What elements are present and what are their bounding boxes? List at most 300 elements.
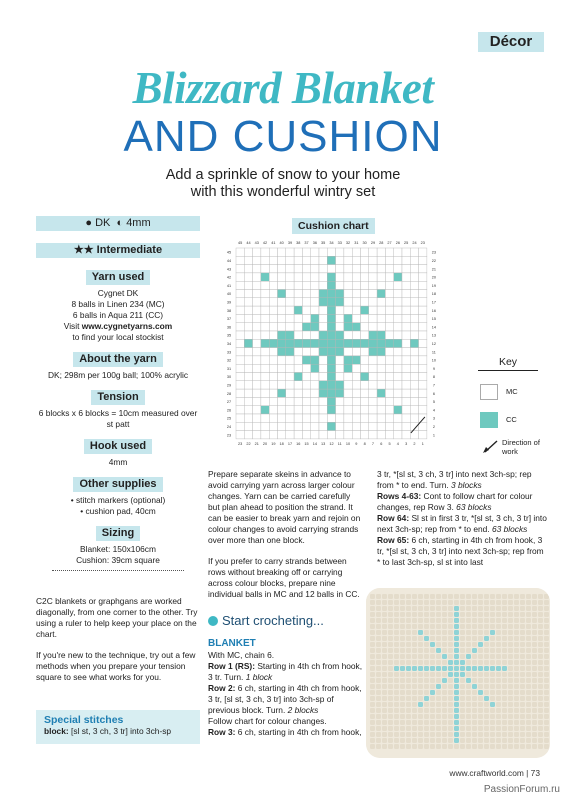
- chart-cell: [236, 281, 244, 289]
- chart-cell: [236, 290, 244, 298]
- chart-cell: [336, 331, 344, 339]
- chart-tick-label: 3: [405, 441, 408, 446]
- cushion-stitch-block: [526, 720, 531, 725]
- cushion-stitch-block: [412, 738, 417, 743]
- cushion-stitch-block: [496, 606, 501, 611]
- cushion-stitch-block: [508, 732, 513, 737]
- cushion-stitch-block: [394, 720, 399, 725]
- cushion-stitch-block: [490, 732, 495, 737]
- cushion-stitch-block: [448, 642, 453, 647]
- cushion-stitch-block: [400, 738, 405, 743]
- chart-cell: [294, 248, 302, 256]
- cushion-stitch-block: [394, 732, 399, 737]
- chart-cell: [278, 256, 286, 264]
- cushion-stitch-block: [490, 672, 495, 677]
- cushion-stitch-block: [430, 600, 435, 605]
- yarn-weight: DK: [95, 217, 111, 229]
- chart-cell: [369, 406, 377, 414]
- chart-tick-label: 21: [254, 441, 259, 446]
- cushion-stitch-block: [382, 660, 387, 665]
- cushion-stitch-block: [406, 672, 411, 677]
- direction-label: Direction of work: [502, 438, 540, 456]
- chart-cell: [344, 281, 352, 289]
- chart-cell: [327, 406, 335, 414]
- cushion-stitch-block: [448, 720, 453, 725]
- chart-cell: [327, 298, 335, 306]
- cushion-stitch-block: [412, 744, 417, 749]
- cushion-stitch-block: [412, 630, 417, 635]
- cushion-stitch-block: [448, 732, 453, 737]
- cushion-stitch-block: [376, 648, 381, 653]
- cushion-stitch-block: [532, 636, 537, 641]
- cushion-stitch-block: [418, 612, 423, 617]
- chart-cell: [236, 414, 244, 422]
- cushion-stitch-block: [466, 720, 471, 725]
- pattern-info-column: [36, 216, 200, 580]
- chart-cell: [319, 397, 327, 405]
- cushion-stitch-block: [514, 684, 519, 689]
- chart-cell: [336, 265, 344, 273]
- chart-cell: [319, 356, 327, 364]
- cushion-stitch-block: [376, 612, 381, 617]
- chart-cell: [352, 431, 360, 439]
- cushion-stitch-block: [460, 636, 465, 641]
- cushion-stitch-block: [478, 738, 483, 743]
- chart-cell: [302, 422, 310, 430]
- chart-cell: [327, 414, 335, 422]
- chart-cell: [402, 381, 410, 389]
- chart-cell: [278, 431, 286, 439]
- cushion-stitch-block: [388, 618, 393, 623]
- chart-tick-label: 15: [304, 441, 309, 446]
- chart-cell: [286, 248, 294, 256]
- chart-cell: [402, 265, 410, 273]
- chart-tick-label: 22: [431, 258, 437, 263]
- chart-cell: [369, 281, 377, 289]
- chart-cell: [244, 248, 252, 256]
- chart-cell: [377, 406, 385, 414]
- chart-cell: [253, 323, 261, 331]
- intro-text: [36, 596, 202, 693]
- cushion-stitch-block: [394, 708, 399, 713]
- chart-tick-label: 6: [380, 441, 383, 446]
- cushion-stitch-block: [370, 594, 375, 599]
- cushion-stitch-block: [424, 612, 429, 617]
- chart-cell: [278, 397, 286, 405]
- cushion-stitch-block: [490, 642, 495, 647]
- cushion-stitch-block: [520, 738, 525, 743]
- chart-cell: [244, 348, 252, 356]
- cushion-stitch-block: [478, 648, 483, 653]
- chart-cell: [336, 323, 344, 331]
- cushion-stitch-block: [520, 642, 525, 647]
- chart-cell: [377, 389, 385, 397]
- cushion-stitch-block: [454, 744, 459, 749]
- chart-cell: [369, 306, 377, 314]
- cushion-stitch-block: [400, 606, 405, 611]
- cushion-stitch-block: [508, 648, 513, 653]
- other-supplies-header: Other supplies: [73, 477, 162, 492]
- cushion-stitch-block: [526, 726, 531, 731]
- cushion-stitch-block: [418, 714, 423, 719]
- chart-cell: [419, 265, 427, 273]
- cushion-stitch-block: [442, 744, 447, 749]
- cushion-stitch-block: [484, 612, 489, 617]
- cushion-stitch-block: [544, 612, 549, 617]
- cushion-stitch-block: [442, 666, 447, 671]
- chart-tick-label: 16: [296, 441, 301, 446]
- cushion-stitch-block: [418, 642, 423, 647]
- cushion-stitch-block: [508, 654, 513, 659]
- cushion-stitch-block: [430, 714, 435, 719]
- chart-cell: [377, 364, 385, 372]
- cushion-stitch-block: [418, 606, 423, 611]
- cushion-stitch-block: [502, 618, 507, 623]
- chart-cell: [261, 406, 269, 414]
- cushion-stitch-block: [478, 630, 483, 635]
- cushion-stitch-block: [478, 720, 483, 725]
- cushion-stitch-block: [478, 732, 483, 737]
- chart-tick-label: 44: [246, 241, 251, 245]
- cushion-stitch-block: [484, 690, 489, 695]
- chart-cell: [327, 422, 335, 430]
- cushion-stitch-block: [370, 630, 375, 635]
- cushion-stitch-block: [412, 702, 417, 707]
- cushion-stitch-block: [484, 708, 489, 713]
- chart-cell: [369, 431, 377, 439]
- cushion-stitch-block: [520, 690, 525, 695]
- hook-used-header: Hook used: [84, 439, 152, 454]
- chart-cell: [286, 265, 294, 273]
- chart-cell: [319, 281, 327, 289]
- chart-tick-label: 36: [226, 325, 232, 330]
- cushion-stitch-block: [454, 684, 459, 689]
- cushion-stitch-block: [478, 624, 483, 629]
- chart-cell: [352, 323, 360, 331]
- chart-cell: [394, 273, 402, 281]
- chart-cell: [419, 422, 427, 430]
- key-mc: [480, 384, 550, 404]
- cushion-stitch-block: [514, 594, 519, 599]
- chart-tick-label: 13: [431, 333, 437, 338]
- cushion-stitch-block: [412, 600, 417, 605]
- cushion-stitch-block: [424, 708, 429, 713]
- chart-tick-label: 10: [345, 441, 351, 446]
- chart-cell: [244, 339, 252, 347]
- chart-cell: [311, 331, 319, 339]
- chart-cell: [410, 364, 418, 372]
- cushion-stitch-block: [478, 726, 483, 731]
- instruction-row: Row 3: 6 ch, starting in 4th ch from hook,: [208, 727, 362, 737]
- cushion-stitch-block: [400, 702, 405, 707]
- cushion-stitch-block: [406, 726, 411, 731]
- cushion-stitch-block: [544, 690, 549, 695]
- instruction-row: Rows 4-63: Cont to follow chart for colour changes, rep Row 3. 63 blocks: [377, 491, 533, 512]
- cushion-stitch-block: [382, 666, 387, 671]
- key-header: Key: [478, 356, 538, 371]
- cushion-stitch-block: [400, 660, 405, 665]
- cushion-stitch-block: [436, 672, 441, 677]
- chart-cell: [294, 414, 302, 422]
- chart-tick-label: 36: [312, 241, 317, 245]
- chart-cell: [261, 256, 269, 264]
- chart-cell: [302, 348, 310, 356]
- chart-cell: [294, 290, 302, 298]
- chart-cell: [253, 290, 261, 298]
- chart-cell: [336, 406, 344, 414]
- cushion-stitch-block: [466, 684, 471, 689]
- cushion-stitch-block: [544, 642, 549, 647]
- chart-cell: [352, 348, 360, 356]
- chart-cell: [385, 281, 393, 289]
- chart-tick-label: 4: [432, 408, 435, 413]
- cushion-stitch-block: [406, 702, 411, 707]
- chart-cell: [327, 339, 335, 347]
- chart-tick-label: 18: [279, 441, 284, 446]
- cushion-stitch-block: [484, 738, 489, 743]
- chart-tick-label: 11: [431, 350, 436, 355]
- cushion-stitch-block: [544, 666, 549, 671]
- chart-cell: [253, 298, 261, 306]
- chart-cell: [269, 265, 277, 273]
- cushion-stitch-block: [508, 714, 513, 719]
- chart-cell: [402, 389, 410, 397]
- cushion-stitch-block: [376, 678, 381, 683]
- chart-cell: [327, 356, 335, 364]
- chart-cell: [286, 381, 294, 389]
- cushion-stitch-block: [400, 696, 405, 701]
- cushion-stitch-block: [388, 678, 393, 683]
- chart-cell: [278, 306, 286, 314]
- mc-swatch: [480, 384, 498, 400]
- cushion-stitch-block: [418, 702, 423, 707]
- chart-cell: [377, 373, 385, 381]
- chart-cell: [410, 314, 418, 322]
- cushion-stitch-block: [424, 678, 429, 683]
- chart-cell: [319, 381, 327, 389]
- cushion-stitch-block: [448, 624, 453, 629]
- chart-cell: [253, 381, 261, 389]
- chart-cell: [344, 306, 352, 314]
- middle-paragraph: Prepare separate skeins in advance to avoid carrying yarn across larger colour changes. Yarn can be carried carefully but plan ahead to position the strand. It can be easier to break yarn and rejoin on colour changes to avoid carrying strands over more than one block.: [208, 469, 361, 545]
- cushion-stitch-block: [484, 702, 489, 707]
- cushion-stitch-block: [502, 684, 507, 689]
- cushion-stitch-block: [490, 594, 495, 599]
- chart-cell: [385, 256, 393, 264]
- chart-tick-label: 27: [387, 241, 392, 245]
- cushion-stitch-block: [496, 684, 501, 689]
- cushion-stitch-block: [406, 618, 411, 623]
- cushion-stitch-block: [418, 654, 423, 659]
- cushion-stitch-block: [526, 738, 531, 743]
- chart-cell: [311, 381, 319, 389]
- cushion-stitch-block: [514, 690, 519, 695]
- key-direction: [480, 438, 550, 466]
- cushion-stitch-block: [448, 678, 453, 683]
- chart-cell: [302, 248, 310, 256]
- chart-cell: [336, 281, 344, 289]
- chart-cell: [236, 331, 244, 339]
- cushion-stitch-block: [544, 618, 549, 623]
- cushion-stitch-block: [448, 630, 453, 635]
- cushion-stitch-block: [370, 648, 375, 653]
- cushion-stitch-block: [424, 666, 429, 671]
- cushion-stitch-block: [406, 732, 411, 737]
- chart-cell: [344, 356, 352, 364]
- chart-cell: [385, 373, 393, 381]
- cushion-stitch-block: [460, 714, 465, 719]
- chart-cell: [394, 248, 402, 256]
- chart-cell: [278, 406, 286, 414]
- tension-block: [36, 390, 200, 430]
- chart-cell: [369, 414, 377, 422]
- cushion-stitch-block: [490, 708, 495, 713]
- subtitle: [0, 167, 566, 201]
- cushion-stitch-block: [376, 696, 381, 701]
- chart-cell: [311, 422, 319, 430]
- cushion-stitch-block: [454, 720, 459, 725]
- chart-tick-label: 23: [226, 433, 232, 438]
- chart-cell: [385, 265, 393, 273]
- chart-cell: [278, 339, 286, 347]
- cushion-stitch-block: [520, 684, 525, 689]
- chart-cell: [319, 306, 327, 314]
- chart-cell: [261, 298, 269, 306]
- cushion-stitch-block: [484, 648, 489, 653]
- cushion-stitch-block: [490, 726, 495, 731]
- chart-tick-label: 22: [246, 441, 251, 446]
- chart-cell: [261, 281, 269, 289]
- cushion-stitch-block: [490, 618, 495, 623]
- cushion-stitch-block: [508, 726, 513, 731]
- chart-cell: [394, 323, 402, 331]
- chart-cell: [361, 256, 369, 264]
- cushion-stitch-block: [490, 636, 495, 641]
- chart-cell: [286, 406, 294, 414]
- cushion-stitch-block: [520, 744, 525, 749]
- cushion-stitch-block: [430, 612, 435, 617]
- chart-tick-label: 32: [345, 241, 351, 245]
- cushion-stitch-block: [394, 666, 399, 671]
- cushion-stitch-block: [406, 612, 411, 617]
- chart-cell: [361, 356, 369, 364]
- cushion-stitch-block: [460, 624, 465, 629]
- chart-cell: [269, 339, 277, 347]
- cushion-stitch-block: [448, 702, 453, 707]
- chart-tick-label: 2: [413, 441, 416, 446]
- cushion-stitch-block: [544, 672, 549, 677]
- about-yarn-header: About the yarn: [73, 352, 163, 367]
- cushion-stitch-block: [484, 624, 489, 629]
- cushion-stitch-block: [508, 594, 513, 599]
- cushion-stitch-block: [514, 642, 519, 647]
- cushion-stitch-block: [436, 684, 441, 689]
- cushion-stitch-block: [538, 696, 543, 701]
- cushion-stitch-block: [400, 720, 405, 725]
- cushion-stitch-block: [430, 702, 435, 707]
- chart-cell: [336, 397, 344, 405]
- cushion-stitch-block: [460, 738, 465, 743]
- cushion-stitch-block: [514, 636, 519, 641]
- chart-tick-label: 42: [262, 241, 268, 245]
- chart-cell: [269, 348, 277, 356]
- cushion-stitch-block: [478, 708, 483, 713]
- chart-cell: [269, 331, 277, 339]
- cushion-stitch-block: [412, 720, 417, 725]
- cushion-stitch-block: [526, 630, 531, 635]
- chart-cell: [394, 422, 402, 430]
- chart-cell: [385, 348, 393, 356]
- chart-cell: [352, 356, 360, 364]
- cushion-stitch-block: [448, 636, 453, 641]
- cushion-stitch-block: [430, 666, 435, 671]
- cushion-stitch-block: [388, 690, 393, 695]
- chart-cell: [410, 373, 418, 381]
- cushion-stitch-block: [514, 738, 519, 743]
- cushion-stitch-block: [436, 594, 441, 599]
- chart-cell: [336, 339, 344, 347]
- chart-cell: [419, 331, 427, 339]
- cushion-stitch-block: [514, 654, 519, 659]
- chart-cell: [294, 348, 302, 356]
- cushion-stitch-block: [490, 720, 495, 725]
- chart-cell: [361, 414, 369, 422]
- cushion-stitch-block: [526, 708, 531, 713]
- cushion-stitch-block: [430, 726, 435, 731]
- cushion-stitch-block: [424, 624, 429, 629]
- chart-cell: [253, 339, 261, 347]
- cushion-stitch-block: [418, 696, 423, 701]
- chart-tick-label: 10: [431, 358, 437, 363]
- yarn-website-link[interactable]: www.cygnetyarns.com: [81, 321, 173, 331]
- cushion-stitch-block: [370, 642, 375, 647]
- chart-cell: [278, 323, 286, 331]
- cushion-stitch-block: [454, 708, 459, 713]
- cushion-stitch-block: [442, 660, 447, 665]
- chart-cell: [410, 414, 418, 422]
- cushion-stitch-block: [412, 654, 417, 659]
- cushion-stitch-block: [520, 594, 525, 599]
- cushion-stitch-block: [412, 618, 417, 623]
- cushion-stitch-block: [538, 702, 543, 707]
- cushion-stitch-block: [424, 594, 429, 599]
- chart-cell: [269, 314, 277, 322]
- chart-cell: [369, 422, 377, 430]
- chart-tick-label: 33: [337, 241, 342, 245]
- cushion-stitch-block: [478, 684, 483, 689]
- chart-tick-label: 40: [226, 292, 232, 297]
- sizing-line: Blanket: 150x106cm: [80, 544, 156, 554]
- cushion-stitch-block: [448, 666, 453, 671]
- chart-cell: [319, 290, 327, 298]
- cushion-stitch-block: [490, 666, 495, 671]
- cushion-stitch-block: [532, 726, 537, 731]
- cushion-stitch-block: [388, 606, 393, 611]
- chart-cell: [361, 323, 369, 331]
- chart-cell: [410, 306, 418, 314]
- cushion-stitch-block: [460, 744, 465, 749]
- cushion-stitch-block: [448, 684, 453, 689]
- cushion-stitch-block: [406, 738, 411, 743]
- yarn-hook-header: [36, 216, 200, 231]
- cushion-stitch-block: [508, 720, 513, 725]
- cushion-stitch-block: [532, 618, 537, 623]
- cushion-stitch-block: [520, 612, 525, 617]
- chart-cell: [336, 356, 344, 364]
- cushion-stitch-block: [454, 600, 459, 605]
- cushion-stitch-block: [388, 666, 393, 671]
- cushion-stitch-block: [394, 642, 399, 647]
